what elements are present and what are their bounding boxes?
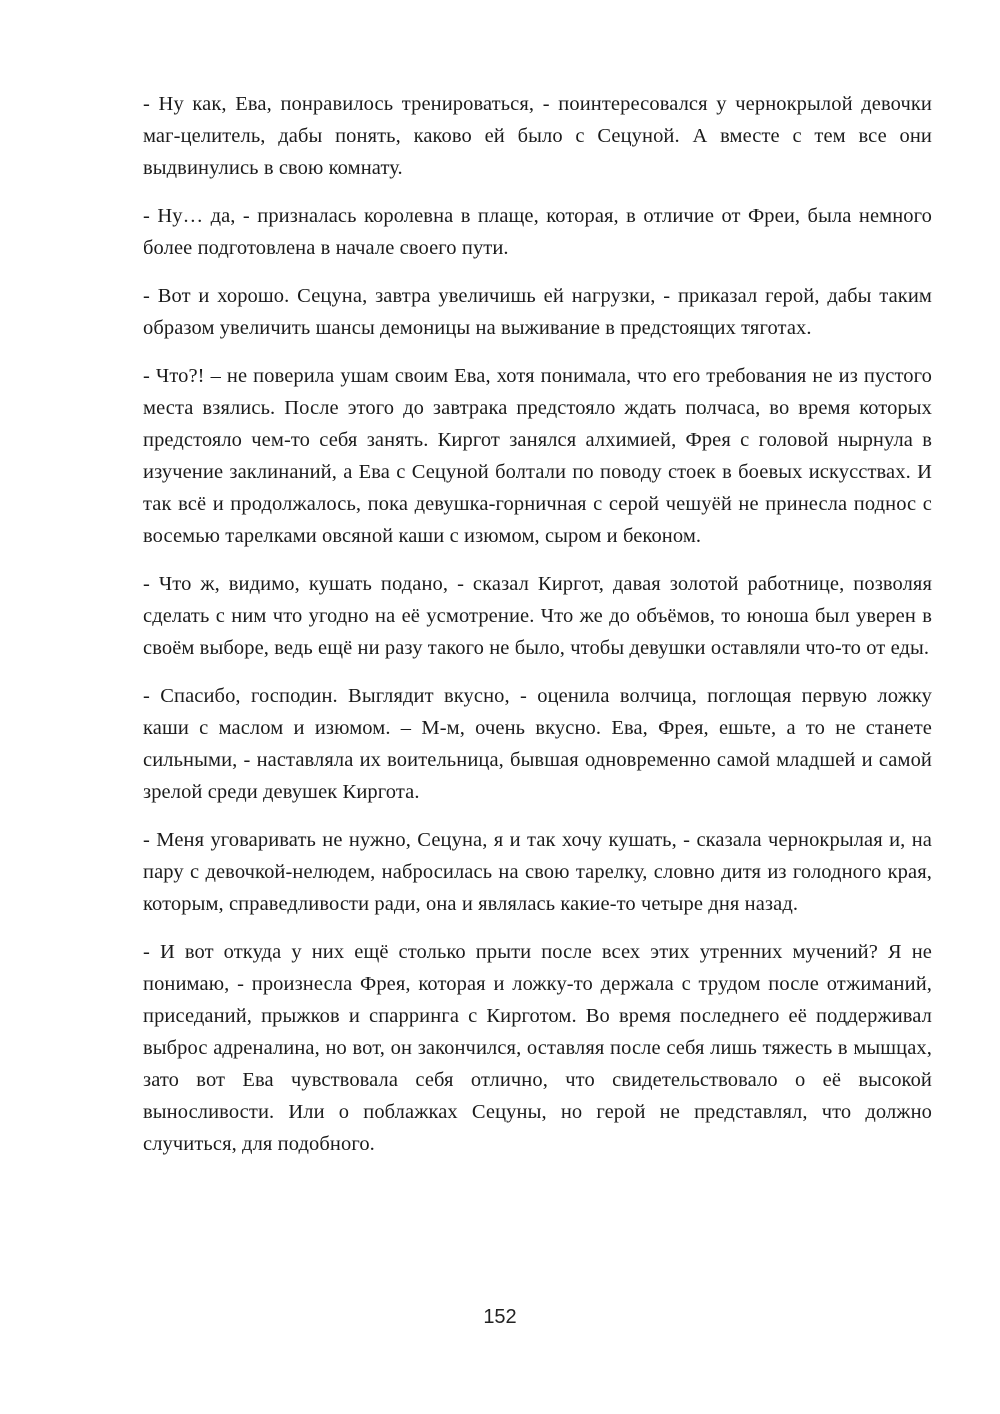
paragraph: - Спасибо, господин. Выглядит вкусно, - оценила волчица, поглощая первую ложку каши с маслом и изюмом. – М-м, очень вкусно. Ева, Фрея, ешьте, а то не станете сильными, - наставляла их воительница, бывшая одновременно самой младшей и самой зрелой среди девушек Киргота. — [143, 685, 932, 803]
paragraph: - И вот откуда у них ещё столько прыти после всех этих утренних мучений? Я не понимаю, - произнесла Фрея, которая и ложку-то держала с трудом после отжиманий, приседаний, прыжков и спарринга с Кирготом. Во время последнего её поддерживал выброс адреналина, но вот, он закончился, оставляя после себя лишь тяжесть в мышцах, зато вот Ева чувствовала себя отлично, что свидетельствовало о её высокой выносливости. Или о поблажках Сецуны, но герой не представлял, что должно случиться, для подобного. — [143, 941, 932, 1155]
paragraph: - Что?! – не поверила ушам своим Ева, хотя понимала, что его требования не из пустого места взялись. После этого до завтрака предстояло ждать полчаса, во время которых предстояло чем-то себя занять. Киргот занялся алхимией, Фрея с головой нырнула в изучение заклинаний, а Ева с Сецуной болтали по поводу стоек в боевых искусствах. И так всё и продолжалось, пока девушка-горничная с серой чешуёй не принесла поднос с восемью тарелками овсяной каши с изюмом, сыром и беконом. — [143, 365, 932, 547]
paragraph: - Вот и хорошо. Сецуна, завтра увеличишь ей нагрузки, - приказал герой, дабы таким образом увеличить шансы демоницы на выживание в предстоящих тяготах. — [143, 285, 932, 339]
page-number: 152 — [483, 1306, 517, 1328]
text-block — [143, 88, 932, 1176]
page-footer — [0, 1306, 1000, 1329]
paragraph: - Ну как, Ева, понравилось тренироваться, - поинтересовался у чернокрылой девочки маг-целитель, дабы понять, каково ей было с Сецуной. А вместе с тем все они выдвинулись в свою комнату. — [143, 93, 932, 179]
paragraph: - Меня уговаривать не нужно, Сецуна, я и так хочу кушать, - сказала чернокрылая и, на пару с девочкой-нелюдем, набросилась на свою тарелку, словно дитя из голодного края, которым, справедливости ради, она и являлась какие-то четыре дня назад. — [143, 829, 932, 915]
paragraph: - Что ж, видимо, кушать подано, - сказал Киргот, давая золотой работнице, позволяя сделать с ним что угодно на её усмотрение. Что же до объёмов, то юноша был уверен в своём выборе, ведь ещё ни разу такого не было, чтобы девушки оставляли что-то от еды. — [143, 573, 932, 659]
paragraph: - Ну… да, - призналась королевна в плаще, которая, в отличие от Фреи, была немного более подготовлена в начале своего пути. — [143, 205, 932, 259]
